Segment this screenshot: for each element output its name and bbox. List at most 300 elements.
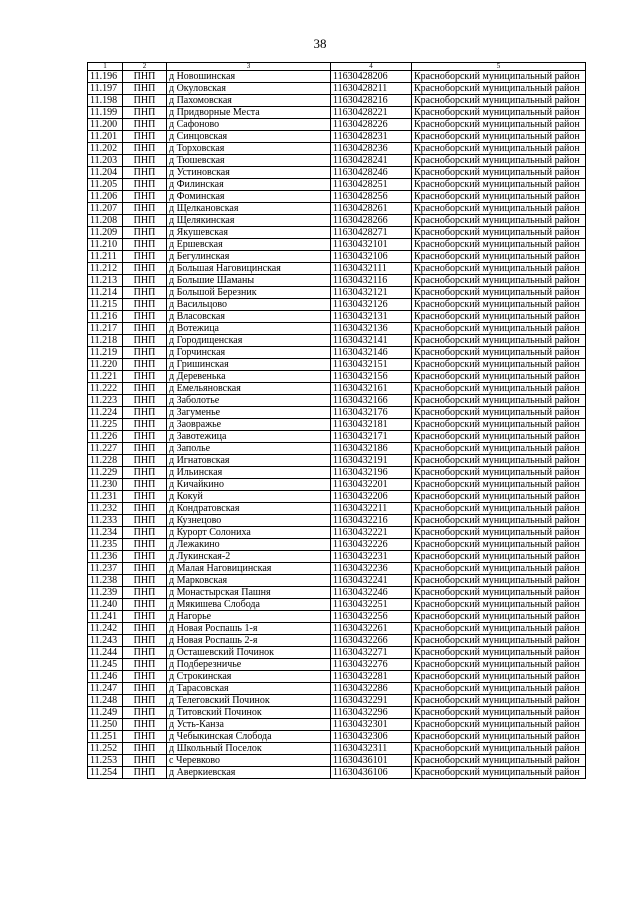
oktmo-code-cell: 11630432271 xyxy=(331,647,412,659)
row-number-cell: 11.220 xyxy=(88,359,123,371)
oktmo-code-cell: 11630428246 xyxy=(331,167,412,179)
oktmo-code-cell: 11630432196 xyxy=(331,467,412,479)
settlement-name-cell: д Новошинская xyxy=(167,71,331,83)
table-row xyxy=(88,467,586,479)
oktmo-code-cell: 11630432206 xyxy=(331,491,412,503)
settlement-name-cell: д Тюшевская xyxy=(167,155,331,167)
row-number-cell: 11.218 xyxy=(88,335,123,347)
oktmo-code-cell: 11630432126 xyxy=(331,299,412,311)
row-number-cell: 11.236 xyxy=(88,551,123,563)
oktmo-code-cell: 11630432156 xyxy=(331,371,412,383)
settlement-type-cell: ПНП xyxy=(123,575,167,587)
district-name-cell: Красноборский муниципальный район xyxy=(412,479,586,491)
oktmo-code-cell: 11630432101 xyxy=(331,239,412,251)
row-number-cell: 11.207 xyxy=(88,203,123,215)
settlement-name-cell: д Щелякинская xyxy=(167,215,331,227)
settlement-type-cell: ПНП xyxy=(123,119,167,131)
settlement-type-cell: ПНП xyxy=(123,155,167,167)
settlement-type-cell: ПНП xyxy=(123,335,167,347)
table-row xyxy=(88,587,586,599)
settlement-name-cell: д Сафоново xyxy=(167,119,331,131)
row-number-cell: 11.249 xyxy=(88,707,123,719)
table-row xyxy=(88,683,586,695)
settlement-name-cell: д Ильинская xyxy=(167,467,331,479)
row-number-cell: 11.240 xyxy=(88,599,123,611)
page-number: 38 xyxy=(313,36,327,51)
oktmo-code-cell: 11630432211 xyxy=(331,503,412,515)
settlement-type-cell: ПНП xyxy=(123,611,167,623)
district-name-cell: Красноборский муниципальный район xyxy=(412,731,586,743)
settlement-name-cell: д Фоминская xyxy=(167,191,331,203)
settlement-name-cell: д Устиновская xyxy=(167,167,331,179)
settlement-name-cell: д Игнатовская xyxy=(167,455,331,467)
district-name-cell: Красноборский муниципальный район xyxy=(412,455,586,467)
oktmo-code-cell: 11630432246 xyxy=(331,587,412,599)
table-row xyxy=(88,767,586,779)
settlement-name-cell: д Кондратовская xyxy=(167,503,331,515)
oktmo-code-cell: 11630432236 xyxy=(331,563,412,575)
table-row xyxy=(88,539,586,551)
table-row xyxy=(88,131,586,143)
oktmo-code-cell: 11630432111 xyxy=(331,263,412,275)
row-number-cell: 11.234 xyxy=(88,527,123,539)
oktmo-code-cell: 11630428271 xyxy=(331,227,412,239)
settlement-type-cell: ПНП xyxy=(123,527,167,539)
settlement-name-cell: д Мякишева Слобода xyxy=(167,599,331,611)
oktmo-code-cell: 11630428266 xyxy=(331,215,412,227)
oktmo-code-cell: 11630432296 xyxy=(331,707,412,719)
settlement-type-cell: ПНП xyxy=(123,203,167,215)
settlement-name-cell: д Титовский Починок xyxy=(167,707,331,719)
oktmo-code-cell: 11630432106 xyxy=(331,251,412,263)
district-name-cell: Красноборский муниципальный район xyxy=(412,539,586,551)
settlement-name-cell: д Нагорье xyxy=(167,611,331,623)
row-number-cell: 11.231 xyxy=(88,491,123,503)
row-number-cell: 11.251 xyxy=(88,731,123,743)
table-row xyxy=(88,395,586,407)
table-row xyxy=(88,299,586,311)
settlement-name-cell: д Заовражье xyxy=(167,419,331,431)
settlement-name-cell: д Бегулинская xyxy=(167,251,331,263)
district-name-cell: Красноборский муниципальный район xyxy=(412,83,586,95)
settlement-name-cell: д Заполье xyxy=(167,443,331,455)
settlement-type-cell: ПНП xyxy=(123,251,167,263)
district-name-cell: Красноборский муниципальный район xyxy=(412,767,586,779)
settlement-type-cell: ПНП xyxy=(123,587,167,599)
settlement-type-cell: ПНП xyxy=(123,395,167,407)
settlement-type-cell: ПНП xyxy=(123,131,167,143)
row-number-cell: 11.214 xyxy=(88,287,123,299)
oktmo-code-cell: 11630432226 xyxy=(331,539,412,551)
district-name-cell: Красноборский муниципальный район xyxy=(412,311,586,323)
table-row xyxy=(88,731,586,743)
district-name-cell: Красноборский муниципальный район xyxy=(412,155,586,167)
oktmo-code-cell: 11630428221 xyxy=(331,107,412,119)
row-number-cell: 11.248 xyxy=(88,695,123,707)
table-row xyxy=(88,611,586,623)
settlement-type-cell: ПНП xyxy=(123,755,167,767)
table-row xyxy=(88,443,586,455)
table-row xyxy=(88,83,586,95)
table-row xyxy=(88,335,586,347)
district-name-cell: Красноборский муниципальный район xyxy=(412,215,586,227)
table-row xyxy=(88,407,586,419)
table-row xyxy=(88,455,586,467)
district-name-cell: Красноборский муниципальный район xyxy=(412,623,586,635)
settlement-type-cell: ПНП xyxy=(123,167,167,179)
oktmo-code-cell: 11630432311 xyxy=(331,743,412,755)
oktmo-code-cell: 11630432181 xyxy=(331,419,412,431)
district-name-cell: Красноборский муниципальный район xyxy=(412,239,586,251)
settlement-name-cell: д Кокуй xyxy=(167,491,331,503)
district-name-cell: Красноборский муниципальный район xyxy=(412,227,586,239)
oktmo-code-cell: 11630432191 xyxy=(331,455,412,467)
district-name-cell: Красноборский муниципальный район xyxy=(412,743,586,755)
settlement-type-cell: ПНП xyxy=(123,287,167,299)
table-row xyxy=(88,515,586,527)
settlement-name-cell: д Завотежица xyxy=(167,431,331,443)
row-number-cell: 11.241 xyxy=(88,611,123,623)
district-name-cell: Красноборский муниципальный район xyxy=(412,119,586,131)
oktmo-code-cell: 11630432266 xyxy=(331,635,412,647)
settlement-type-cell: ПНП xyxy=(123,179,167,191)
district-name-cell: Красноборский муниципальный район xyxy=(412,527,586,539)
row-number-cell: 11.204 xyxy=(88,167,123,179)
registry-table xyxy=(87,62,586,779)
row-number-cell: 11.215 xyxy=(88,299,123,311)
row-number-cell: 11.254 xyxy=(88,767,123,779)
oktmo-code-cell: 11630432251 xyxy=(331,599,412,611)
table-row xyxy=(88,623,586,635)
settlement-type-cell: ПНП xyxy=(123,659,167,671)
oktmo-code-cell: 11630432171 xyxy=(331,431,412,443)
settlement-name-cell: д Якушевская xyxy=(167,227,331,239)
row-number-cell: 11.244 xyxy=(88,647,123,659)
table-row xyxy=(88,107,586,119)
oktmo-code-cell: 11630436101 xyxy=(331,755,412,767)
row-number-cell: 11.199 xyxy=(88,107,123,119)
table-row xyxy=(88,563,586,575)
district-name-cell: Красноборский муниципальный район xyxy=(412,563,586,575)
oktmo-code-cell: 11630428241 xyxy=(331,155,412,167)
district-name-cell: Красноборский муниципальный район xyxy=(412,251,586,263)
settlement-type-cell: ПНП xyxy=(123,695,167,707)
col-header-5: 5 xyxy=(412,63,586,71)
row-number-cell: 11.198 xyxy=(88,95,123,107)
row-number-cell: 11.210 xyxy=(88,239,123,251)
settlement-type-cell: ПНП xyxy=(123,371,167,383)
header-row xyxy=(88,63,586,71)
settlement-name-cell: д Новая Роспашь 1-я xyxy=(167,623,331,635)
settlement-type-cell: ПНП xyxy=(123,431,167,443)
settlement-type-cell: ПНП xyxy=(123,563,167,575)
settlement-type-cell: ПНП xyxy=(123,83,167,95)
oktmo-code-cell: 11630432301 xyxy=(331,719,412,731)
table-row xyxy=(88,95,586,107)
district-name-cell: Красноборский муниципальный район xyxy=(412,299,586,311)
settlement-name-cell: с Черевково xyxy=(167,755,331,767)
oktmo-code-cell: 11630432116 xyxy=(331,275,412,287)
settlement-type-cell: ПНП xyxy=(123,239,167,251)
district-name-cell: Красноборский муниципальный район xyxy=(412,551,586,563)
table-row xyxy=(88,287,586,299)
table-row xyxy=(88,215,586,227)
settlement-type-cell: ПНП xyxy=(123,707,167,719)
settlement-name-cell: д Малая Наговицинская xyxy=(167,563,331,575)
oktmo-code-cell: 11630432141 xyxy=(331,335,412,347)
district-name-cell: Красноборский муниципальный район xyxy=(412,287,586,299)
settlement-name-cell: д Торховская xyxy=(167,143,331,155)
settlement-name-cell: д Горчинская xyxy=(167,347,331,359)
district-name-cell: Красноборский муниципальный район xyxy=(412,275,586,287)
table-row xyxy=(88,551,586,563)
row-number-cell: 11.221 xyxy=(88,371,123,383)
settlement-name-cell: д Загуменье xyxy=(167,407,331,419)
row-number-cell: 11.239 xyxy=(88,587,123,599)
district-name-cell: Красноборский муниципальный район xyxy=(412,131,586,143)
oktmo-code-cell: 11630432221 xyxy=(331,527,412,539)
settlement-type-cell: ПНП xyxy=(123,443,167,455)
settlement-name-cell: д Школьный Поселок xyxy=(167,743,331,755)
oktmo-code-cell: 11630432151 xyxy=(331,359,412,371)
table-row xyxy=(88,575,586,587)
district-name-cell: Красноборский муниципальный район xyxy=(412,395,586,407)
settlement-name-cell: д Синцовская xyxy=(167,131,331,143)
col-header-2: 2 xyxy=(123,63,167,71)
settlement-name-cell: д Новая Роспашь 2-я xyxy=(167,635,331,647)
settlement-type-cell: ПНП xyxy=(123,95,167,107)
row-number-cell: 11.226 xyxy=(88,431,123,443)
oktmo-code-cell: 11630432186 xyxy=(331,443,412,455)
table-row xyxy=(88,143,586,155)
settlement-type-cell: ПНП xyxy=(123,719,167,731)
oktmo-code-cell: 11630432231 xyxy=(331,551,412,563)
settlement-name-cell: д Емельяновская xyxy=(167,383,331,395)
settlement-name-cell: д Власовская xyxy=(167,311,331,323)
row-number-cell: 11.237 xyxy=(88,563,123,575)
settlement-name-cell: д Кичайкино xyxy=(167,479,331,491)
settlement-type-cell: ПНП xyxy=(123,455,167,467)
table-row xyxy=(88,359,586,371)
table-row xyxy=(88,239,586,251)
table-row xyxy=(88,479,586,491)
district-name-cell: Красноборский муниципальный район xyxy=(412,503,586,515)
table-row xyxy=(88,227,586,239)
district-name-cell: Красноборский муниципальный район xyxy=(412,191,586,203)
table-header xyxy=(88,63,586,71)
oktmo-code-cell: 11630432136 xyxy=(331,323,412,335)
settlement-name-cell: д Городищенская xyxy=(167,335,331,347)
settlement-name-cell: д Большая Наговицинская xyxy=(167,263,331,275)
row-number-cell: 11.216 xyxy=(88,311,123,323)
row-number-cell: 11.250 xyxy=(88,719,123,731)
settlement-type-cell: ПНП xyxy=(123,71,167,83)
district-name-cell: Красноборский муниципальный район xyxy=(412,107,586,119)
settlement-name-cell: д Чебыкинская Слобода xyxy=(167,731,331,743)
row-number-cell: 11.209 xyxy=(88,227,123,239)
row-number-cell: 11.205 xyxy=(88,179,123,191)
table-row xyxy=(88,203,586,215)
district-name-cell: Красноборский муниципальный район xyxy=(412,587,586,599)
table-row xyxy=(88,167,586,179)
oktmo-code-cell: 11630432261 xyxy=(331,623,412,635)
table-row xyxy=(88,371,586,383)
district-name-cell: Красноборский муниципальный район xyxy=(412,695,586,707)
row-number-cell: 11.213 xyxy=(88,275,123,287)
settlement-type-cell: ПНП xyxy=(123,191,167,203)
row-number-cell: 11.200 xyxy=(88,119,123,131)
table-row xyxy=(88,119,586,131)
settlement-name-cell: д Придворные Места xyxy=(167,107,331,119)
settlement-type-cell: ПНП xyxy=(123,623,167,635)
settlement-type-cell: ПНП xyxy=(123,647,167,659)
district-name-cell: Красноборский муниципальный район xyxy=(412,635,586,647)
table-row xyxy=(88,695,586,707)
table-row xyxy=(88,311,586,323)
settlement-name-cell: д Ершевская xyxy=(167,239,331,251)
settlement-type-cell: ПНП xyxy=(123,479,167,491)
oktmo-code-cell: 11630428206 xyxy=(331,71,412,83)
settlement-name-cell: д Телеговский Починок xyxy=(167,695,331,707)
row-number-cell: 11.217 xyxy=(88,323,123,335)
table-row xyxy=(88,155,586,167)
settlement-name-cell: д Лежакино xyxy=(167,539,331,551)
oktmo-code-cell: 11630432306 xyxy=(331,731,412,743)
settlement-type-cell: ПНП xyxy=(123,635,167,647)
row-number-cell: 11.206 xyxy=(88,191,123,203)
row-number-cell: 11.227 xyxy=(88,443,123,455)
settlement-type-cell: ПНП xyxy=(123,215,167,227)
table-row xyxy=(88,251,586,263)
district-name-cell: Красноборский муниципальный район xyxy=(412,575,586,587)
settlement-type-cell: ПНП xyxy=(123,323,167,335)
oktmo-code-cell: 11630428236 xyxy=(331,143,412,155)
row-number-cell: 11.233 xyxy=(88,515,123,527)
table-row xyxy=(88,707,586,719)
district-name-cell: Красноборский муниципальный район xyxy=(412,323,586,335)
district-name-cell: Красноборский муниципальный район xyxy=(412,599,586,611)
table-row xyxy=(88,347,586,359)
settlement-type-cell: ПНП xyxy=(123,539,167,551)
settlement-name-cell: д Гришинская xyxy=(167,359,331,371)
row-number-cell: 11.230 xyxy=(88,479,123,491)
settlement-type-cell: ПНП xyxy=(123,767,167,779)
district-name-cell: Красноборский муниципальный район xyxy=(412,371,586,383)
district-name-cell: Красноборский муниципальный район xyxy=(412,671,586,683)
row-number-cell: 11.208 xyxy=(88,215,123,227)
row-number-cell: 11.235 xyxy=(88,539,123,551)
settlement-name-cell: д Пахомовская xyxy=(167,95,331,107)
settlement-type-cell: ПНП xyxy=(123,347,167,359)
settlement-name-cell: д Вотежица xyxy=(167,323,331,335)
table-row xyxy=(88,383,586,395)
district-name-cell: Красноборский муниципальный район xyxy=(412,95,586,107)
settlement-type-cell: ПНП xyxy=(123,551,167,563)
table-row xyxy=(88,191,586,203)
table-row xyxy=(88,491,586,503)
row-number-cell: 11.211 xyxy=(88,251,123,263)
settlement-name-cell: д Подберезничье xyxy=(167,659,331,671)
table-row xyxy=(88,719,586,731)
oktmo-code-cell: 11630432161 xyxy=(331,383,412,395)
oktmo-code-cell: 11630432276 xyxy=(331,659,412,671)
row-number-cell: 11.252 xyxy=(88,743,123,755)
district-name-cell: Красноборский муниципальный район xyxy=(412,491,586,503)
row-number-cell: 11.225 xyxy=(88,419,123,431)
oktmo-code-cell: 11630432281 xyxy=(331,671,412,683)
settlement-type-cell: ПНП xyxy=(123,275,167,287)
district-name-cell: Красноборский муниципальный район xyxy=(412,443,586,455)
district-name-cell: Красноборский муниципальный район xyxy=(412,167,586,179)
col-header-4: 4 xyxy=(331,63,412,71)
settlement-name-cell: д Большой Березник xyxy=(167,287,331,299)
oktmo-code-cell: 11630432166 xyxy=(331,395,412,407)
table-row xyxy=(88,527,586,539)
table-row xyxy=(88,419,586,431)
district-name-cell: Красноборский муниципальный район xyxy=(412,383,586,395)
district-name-cell: Красноборский муниципальный район xyxy=(412,71,586,83)
settlement-name-cell: д Осташевский Починок xyxy=(167,647,331,659)
settlement-name-cell: д Васильцово xyxy=(167,299,331,311)
district-name-cell: Красноборский муниципальный район xyxy=(412,707,586,719)
oktmo-code-cell: 11630432256 xyxy=(331,611,412,623)
settlement-name-cell: д Заболотье xyxy=(167,395,331,407)
row-number-cell: 11.232 xyxy=(88,503,123,515)
settlement-name-cell: д Деревенька xyxy=(167,371,331,383)
settlement-name-cell: д Большие Шаманы xyxy=(167,275,331,287)
oktmo-code-cell: 11630432241 xyxy=(331,575,412,587)
settlement-name-cell: д Щелкановская xyxy=(167,203,331,215)
district-name-cell: Красноборский муниципальный район xyxy=(412,611,586,623)
district-name-cell: Красноборский муниципальный район xyxy=(412,335,586,347)
row-number-cell: 11.222 xyxy=(88,383,123,395)
row-number-cell: 11.238 xyxy=(88,575,123,587)
table-row xyxy=(88,263,586,275)
district-name-cell: Красноборский муниципальный район xyxy=(412,683,586,695)
table-row xyxy=(88,659,586,671)
settlement-type-cell: ПНП xyxy=(123,671,167,683)
district-name-cell: Красноборский муниципальный район xyxy=(412,755,586,767)
settlement-type-cell: ПНП xyxy=(123,515,167,527)
row-number-cell: 11.197 xyxy=(88,83,123,95)
row-number-cell: 11.243 xyxy=(88,635,123,647)
table-row xyxy=(88,671,586,683)
settlement-type-cell: ПНП xyxy=(123,299,167,311)
settlement-name-cell: д Кузнецово xyxy=(167,515,331,527)
oktmo-code-cell: 11630428231 xyxy=(331,131,412,143)
row-number-cell: 11.246 xyxy=(88,671,123,683)
row-number-cell: 11.242 xyxy=(88,623,123,635)
settlement-type-cell: ПНП xyxy=(123,359,167,371)
table-row xyxy=(88,431,586,443)
settlement-type-cell: ПНП xyxy=(123,467,167,479)
district-name-cell: Красноборский муниципальный район xyxy=(412,407,586,419)
oktmo-code-cell: 11630432121 xyxy=(331,287,412,299)
oktmo-code-cell: 11630432176 xyxy=(331,407,412,419)
oktmo-code-cell: 11630432286 xyxy=(331,683,412,695)
district-name-cell: Красноборский муниципальный район xyxy=(412,431,586,443)
row-number-cell: 11.219 xyxy=(88,347,123,359)
district-name-cell: Красноборский муниципальный район xyxy=(412,719,586,731)
settlement-type-cell: ПНП xyxy=(123,503,167,515)
oktmo-code-cell: 11630432216 xyxy=(331,515,412,527)
table-row xyxy=(88,275,586,287)
district-name-cell: Красноборский муниципальный район xyxy=(412,467,586,479)
settlement-name-cell: д Аверкиевская xyxy=(167,767,331,779)
settlement-type-cell: ПНП xyxy=(123,491,167,503)
district-name-cell: Красноборский муниципальный район xyxy=(412,359,586,371)
row-number-cell: 11.223 xyxy=(88,395,123,407)
